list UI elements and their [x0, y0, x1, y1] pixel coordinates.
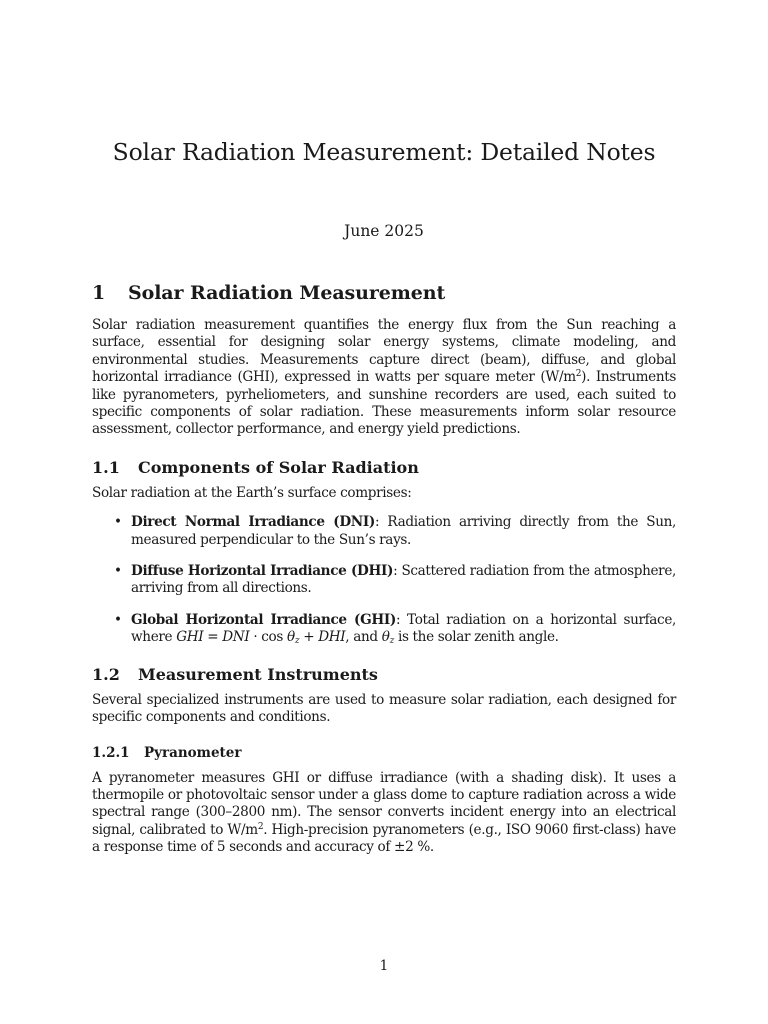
- formula-subscript: z: [389, 636, 394, 647]
- list-item-text: is the solar zenith angle.: [393, 629, 559, 646]
- section-number: 1: [92, 282, 106, 304]
- formula-theta: θ: [381, 629, 390, 646]
- section-number: 1.2: [92, 664, 120, 684]
- formula-equals: =: [203, 629, 223, 646]
- formula-dni: DNI: [222, 629, 250, 646]
- bullet-icon: •: [114, 563, 122, 580]
- paragraph-text: A pyranometer measures GHI or diffuse irradiance (with a shading disk). It uses a thermopile or photovoltaic sensor under a glass dome to capture radiation across a wide spectral range (300–2800 nm). The sensor converts incident energy into an electrical signal, calibrated to W/m: [92, 769, 676, 838]
- section-title: Measurement Instruments: [138, 664, 378, 684]
- formula-cos: cos: [261, 629, 287, 646]
- subsection-1-1-intro: Solar radiation at the Earth’s surface comprises:: [92, 484, 412, 501]
- list-item-text: , and: [345, 629, 382, 646]
- bullet-icon: •: [114, 611, 122, 628]
- section-number: 1.1: [92, 457, 120, 477]
- document-body: [92, 282, 676, 857]
- formula-theta: θ: [286, 629, 295, 646]
- list-item-term: Diffuse Horizontal Irradiance (DHI): [131, 563, 394, 580]
- page-number: 1: [379, 958, 389, 974]
- superscript: 2: [257, 821, 264, 832]
- list-item-text: : Radiation arriving directly from the Sun, measured perpendicular to the Sun’s rays.: [131, 514, 676, 548]
- formula-plus: +: [299, 629, 319, 646]
- list-item: [92, 612, 676, 651]
- list-item-text: : Scattered radiation from the atmosphere, arriving from all directions.: [131, 563, 676, 597]
- list-item: [92, 563, 676, 598]
- formula-subscript: z: [294, 636, 300, 647]
- radiation-components-list: [92, 514, 676, 650]
- bullet-icon: •: [114, 514, 122, 531]
- page-title: Solar Radiation Measurement: Detailed Notes: [112, 138, 656, 166]
- formula-dhi: DHI: [318, 629, 346, 646]
- paragraph-text: ). Instruments like pyranometers, pyrheliometers, and sunshine recorders are used, each suited to specific components of solar radiation. These measurements inform solar resource assessment, collector performance, and energy yield predictions.: [92, 369, 676, 438]
- subsection-heading-1-2: [92, 665, 676, 684]
- document-date: June 2025: [344, 222, 424, 240]
- section-number: 1.2.1: [92, 744, 130, 761]
- section-1-paragraph: [92, 317, 676, 439]
- formula-dot: ·: [249, 629, 262, 646]
- paragraph-text: . High-precision pyranometers (e.g., ISO 9060 first-class) have a response time of 5 seconds and accuracy of ±2 %.: [92, 821, 676, 856]
- list-item-term: Direct Normal Irradiance (DNI): [131, 514, 375, 531]
- subsubsection-1-2-1-paragraph: [92, 770, 676, 857]
- subsection-1-2-paragraph: Several specialized instruments are used to measure solar radiation, each designed for specific components and conditions.: [92, 691, 676, 726]
- formula-ghi: GHI: [176, 629, 204, 646]
- list-item-term: Global Horizontal Irradiance (GHI): [131, 611, 396, 628]
- section-title: Components of Solar Radiation: [138, 457, 419, 477]
- subsubsection-heading-1-2-1: [92, 745, 676, 761]
- superscript: 2: [575, 369, 582, 380]
- subsection-heading-1-1: [92, 458, 676, 477]
- section-title: Pyranometer: [144, 744, 242, 761]
- list-item-text: : Total radiation on a horizontal surface, where: [131, 611, 676, 646]
- paragraph-text: Solar radiation measurement quantifies the energy flux from the Sun reaching a surface, essential for designing solar energy systems, climate modeling, and environmental studies. Measurements capture direct (beam), diffuse, and global horizontal irradiance (GHI), expressed in watts per square meter (W/m: [92, 317, 676, 386]
- list-item: [92, 514, 676, 549]
- section-heading-1: [92, 282, 676, 304]
- section-title: Solar Radiation Measurement: [128, 282, 446, 304]
